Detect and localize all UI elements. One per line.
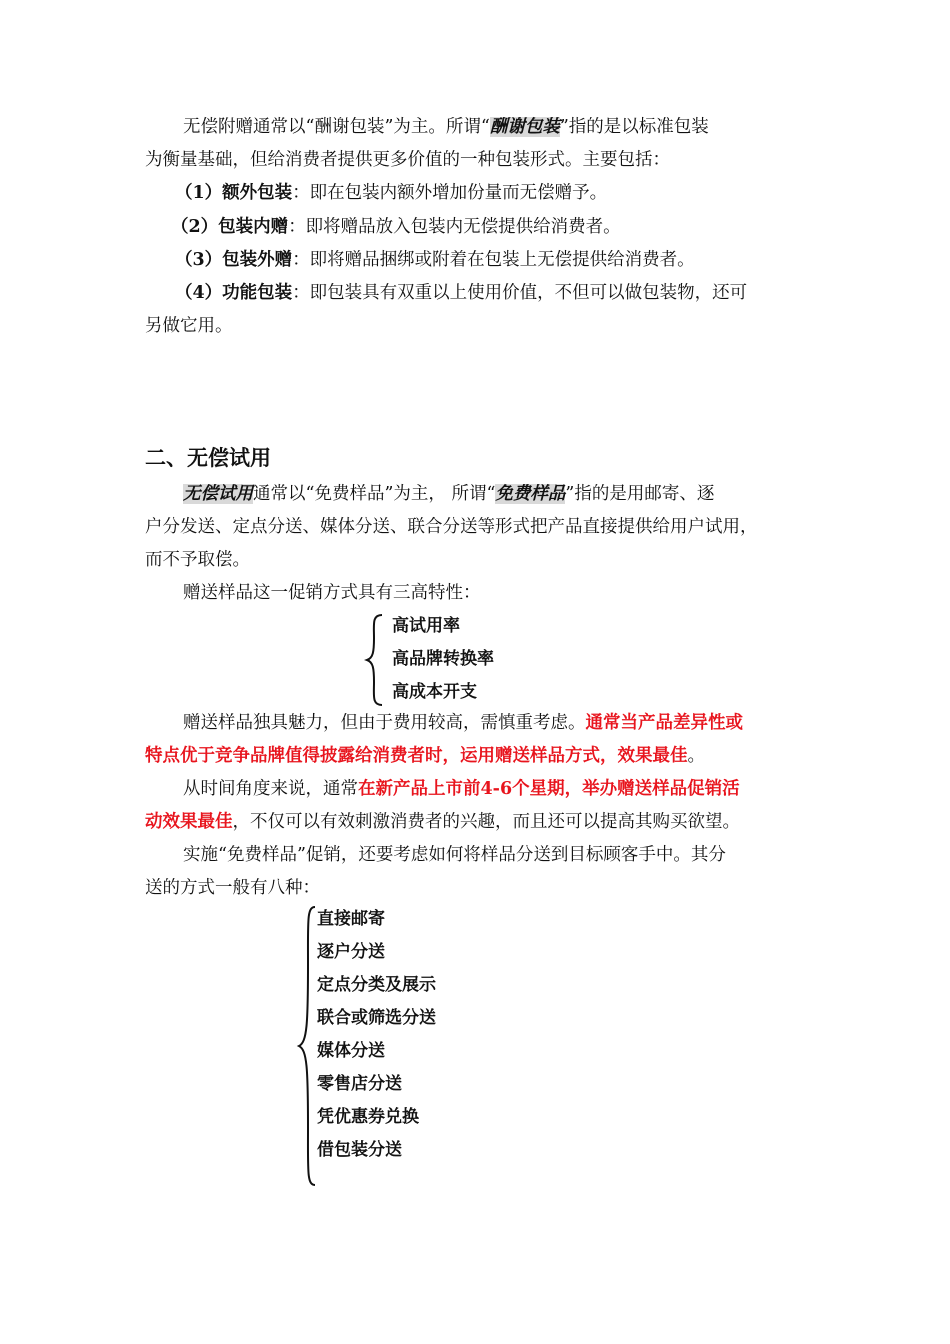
item-text: ：即在包装内额外增加份量而无偿赠予。	[292, 183, 608, 203]
text-run: ，不仅可以有效刺激消费者的兴趣，而且还可以提高其购买欲望。	[232, 812, 740, 832]
trait-item: 高品牌转换率	[392, 649, 494, 669]
traits-list	[392, 610, 494, 709]
list-item	[175, 177, 835, 210]
section2-p3-line2	[145, 740, 805, 773]
section2-p1-line1	[183, 478, 843, 511]
trait-item: 高成本开支	[392, 682, 477, 702]
item-label: （2）包装内赠	[171, 217, 289, 237]
text-run: ”指的是以标准包装	[559, 117, 709, 137]
list-item	[171, 211, 831, 244]
method-item: 逐户分送	[317, 942, 385, 962]
section-heading: 二、无偿试用	[145, 446, 271, 470]
section2-p4-line2	[145, 806, 805, 839]
method-item: 凭优惠券兑换	[317, 1107, 419, 1127]
trait-item: 高试用率	[392, 616, 460, 636]
method-item: 媒体分送	[317, 1041, 385, 1061]
list-item	[175, 244, 835, 277]
list-item-continuation: 另做它用。	[145, 316, 233, 336]
item-text: ：即将赠品捆绑或附着在包装上无偿提供给消费者。	[292, 250, 695, 270]
item-text: ：即将赠品放入包装内无偿提供给消费者。	[288, 217, 621, 237]
left-brace-icon	[296, 904, 318, 1188]
emphasis-text: 通常当产品差异性或	[585, 713, 743, 733]
section2-p5-line1: 实施“免费样品”促销，还要考虑如何将样品分送到目标顾客手中。其分	[183, 845, 726, 865]
section2-p2: 赠送样品这一促销方式具有三高特性：	[183, 583, 481, 603]
section2-p4-line1	[183, 773, 843, 806]
item-label: （4）功能包装	[175, 283, 293, 303]
item-text: ：即包装具有双重以上使用价值，不但可以做包装物，还可	[292, 283, 748, 303]
section2-p5-line2: 送的方式一般有八种：	[145, 878, 320, 898]
method-item: 直接邮寄	[317, 909, 385, 929]
item-label: （3）包装外赠	[175, 250, 293, 270]
text-run: 赠送样品独具魅力，但由于费用较高，需慎重考虑。	[183, 713, 586, 733]
highlight-term: 免费样品	[495, 484, 566, 504]
text-run: 。	[687, 746, 705, 766]
method-item: 联合或筛选分送	[317, 1008, 436, 1028]
list-item	[175, 277, 835, 310]
emphasis-text: 特点优于竞争品牌值得披露给消费者时，运用赠送样品方式，效果最佳	[145, 746, 688, 766]
section2-p3-line1	[183, 707, 843, 740]
text-run: 从时间角度来说，通常	[183, 779, 358, 799]
para1-line1	[183, 111, 843, 144]
section2-p1-line3: 而不予取偿。	[145, 550, 250, 570]
text-run: 无偿附赠通常以“酬谢包装”为主。所谓“	[183, 117, 490, 137]
method-item: 借包装分送	[317, 1140, 402, 1160]
item-label: （1）额外包装	[175, 183, 293, 203]
highlight-term: 无偿试用	[183, 484, 253, 504]
emphasis-text: 动效果最佳	[145, 812, 233, 832]
distribution-methods-list	[317, 903, 436, 1167]
para1-line2: 为衡量基础，但给消费者提供更多价值的一种包装形式。主要包括：	[145, 150, 670, 170]
highlight-term: 酬谢包装	[489, 117, 560, 137]
method-item: 定点分类及展示	[317, 975, 436, 995]
text-run: ”指的是用邮寄、逐	[565, 484, 715, 504]
emphasis-text: 在新产品上市前4-6个星期，举办赠送样品促销活	[358, 779, 740, 799]
section2-p1-line2: 户分发送、定点分送、媒体分送、联合分送等形式把产品直接提供给用户试用，	[145, 517, 758, 537]
text-run: 通常以“免费样品”为主， 所谓“	[253, 484, 496, 504]
method-item: 零售店分送	[317, 1074, 402, 1094]
left-brace-icon	[364, 612, 386, 708]
